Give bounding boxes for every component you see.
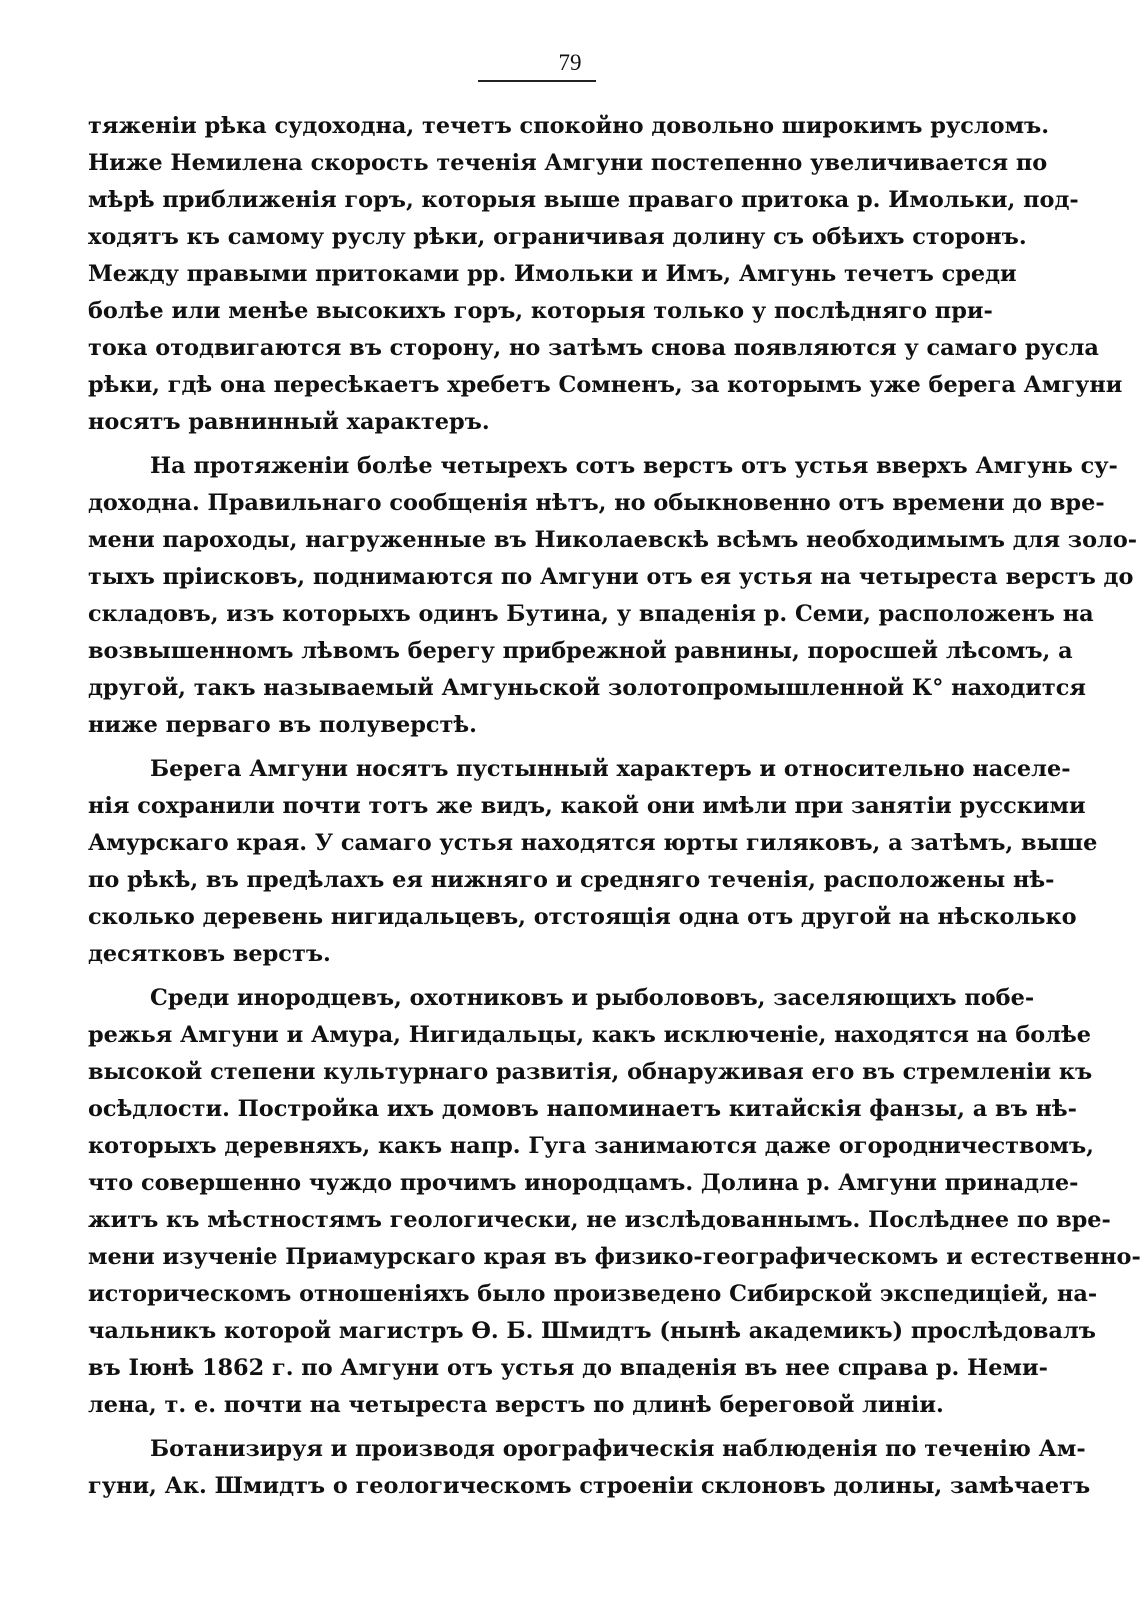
body-text — [88, 108, 1141, 1505]
text-line: Между правыми притоками рр. Имольки и Имъ, Амгунь течетъ среди — [88, 261, 1017, 287]
text-line: Среди инородцевъ, охотниковъ и рыболововъ, заселяющихъ побе- — [150, 985, 1035, 1011]
text-line: носятъ равнинный характеръ. — [88, 409, 490, 435]
page-number: 79 — [558, 50, 582, 75]
text-line: житъ къ мѣстностямъ геологически, не изслѣдованнымъ. Послѣднее по вре- — [88, 1207, 1111, 1233]
text-line: тока отодвигаются въ сторону, но затѣмъ снова появляются у самаго русла — [88, 335, 1099, 361]
text-line: гуни, Ак. Шмидтъ о геологическомъ строеніи склоновъ долины, замѣчаетъ — [88, 1473, 1091, 1499]
text-line: На протяженіи болѣе четырехъ сотъ верстъ отъ устья вверхъ Амгунь су- — [150, 453, 1118, 479]
text-line: ходятъ къ самому руслу рѣки, ограничивая долину съ обѣихъ сторонъ. — [88, 224, 1027, 250]
text-line: въ Іюнѣ 1862 г. по Амгуни отъ устья до впаденія въ нее справа р. Неми- — [88, 1355, 1048, 1381]
text-line: высокой степени культурнаго развитія, обнаруживая его въ стремленіи къ — [88, 1059, 1093, 1085]
text-line: сколько деревень нигидальцевъ, отстоящія одна отъ другой на нѣсколько — [88, 904, 1077, 930]
page-number-rule — [478, 80, 596, 82]
text-line: складовъ, изъ которыхъ одинъ Бутина, у впаденія р. Семи, расположенъ на — [88, 601, 1094, 627]
text-line: тяженіи рѣка судоходна, течетъ спокойно довольно широкимъ русломъ. — [88, 113, 1050, 139]
text-line: Берега Амгуни носятъ пустынный характеръ и относительно населе- — [150, 756, 1071, 782]
text-line: мени пароходы, нагруженные въ Николаевскѣ всѣмъ необходимымъ для золо- — [88, 527, 1138, 553]
text-line: доходна. Правильнаго сообщенія нѣтъ, но обыкновенно отъ времени до вре- — [88, 490, 1105, 516]
text-line: болѣе или менѣе высокихъ горъ, которыя только у послѣдняго при- — [88, 298, 993, 324]
text-line: историческомъ отношеніяхъ было произведено Сибирской экспедиціей, на- — [88, 1281, 1098, 1307]
paragraph-gap — [88, 973, 976, 980]
text-line: чальникъ которой магистръ Ѳ. Б. Шмидтъ (нынѣ академикъ) прослѣдовалъ — [88, 1318, 1096, 1344]
paragraph-gap — [88, 1424, 976, 1431]
text-line: мѣрѣ приближенія горъ, которыя выше праваго притока р. Имольки, под- — [88, 187, 1079, 213]
text-line: тыхъ пріисковъ, поднимаются по Амгуни отъ ея устья на четыреста верстъ до — [88, 564, 1134, 590]
text-line: мени изученіе Приамурскаго края въ физико-географическомъ и естественно- — [88, 1244, 1141, 1270]
text-line: что совершенно чуждо прочимъ инородцамъ. Долина р. Амгуни принадле- — [88, 1170, 1079, 1196]
text-line: десятковъ верстъ. — [88, 941, 331, 967]
text-line: лена, т. е. почти на четыреста верстъ по длинѣ береговой линіи. — [88, 1392, 944, 1418]
text-line: Ниже Немилена скорость теченія Амгуни постепенно увеличивается по — [88, 150, 1048, 176]
text-line: Ботанизируя и производя орографическія наблюденія по теченію Ам- — [150, 1436, 1086, 1462]
text-line: по рѣкѣ, въ предѣлахъ ея нижняго и средняго теченія, расположены нѣ- — [88, 867, 1055, 893]
paragraph-gap — [88, 441, 976, 448]
text-line: ниже перваго въ полуверстѣ. — [88, 712, 477, 738]
text-line: Амурскаго края. У самаго устья находятся юрты гиляковъ, а затѣмъ, выше — [88, 830, 1098, 856]
text-line: возвышенномъ лѣвомъ берегу прибрежной равнины, поросшей лѣсомъ, а — [88, 638, 1073, 664]
text-line: режья Амгуни и Амура, Нигидальцы, какъ исключеніе, находятся на болѣе — [88, 1022, 1091, 1048]
text-line: рѣки, гдѣ она пересѣкаетъ хребетъ Сомненъ, за которымъ уже берега Амгуни — [88, 372, 1123, 398]
text-line: осѣдлости. Постройка ихъ домовъ напоминаетъ китайскія фанзы, а въ нѣ- — [88, 1096, 1077, 1122]
text-line: которыхъ деревняхъ, какъ напр. Гуга занимаются даже огородничествомъ, — [88, 1133, 1094, 1159]
paragraph-gap — [88, 744, 976, 751]
text-line: другой, такъ называемый Амгуньской золотопромышленной К° находится — [88, 675, 1086, 701]
text-line: нія сохранили почти тотъ же видъ, какой они имѣли при занятіи русскими — [88, 793, 1086, 819]
